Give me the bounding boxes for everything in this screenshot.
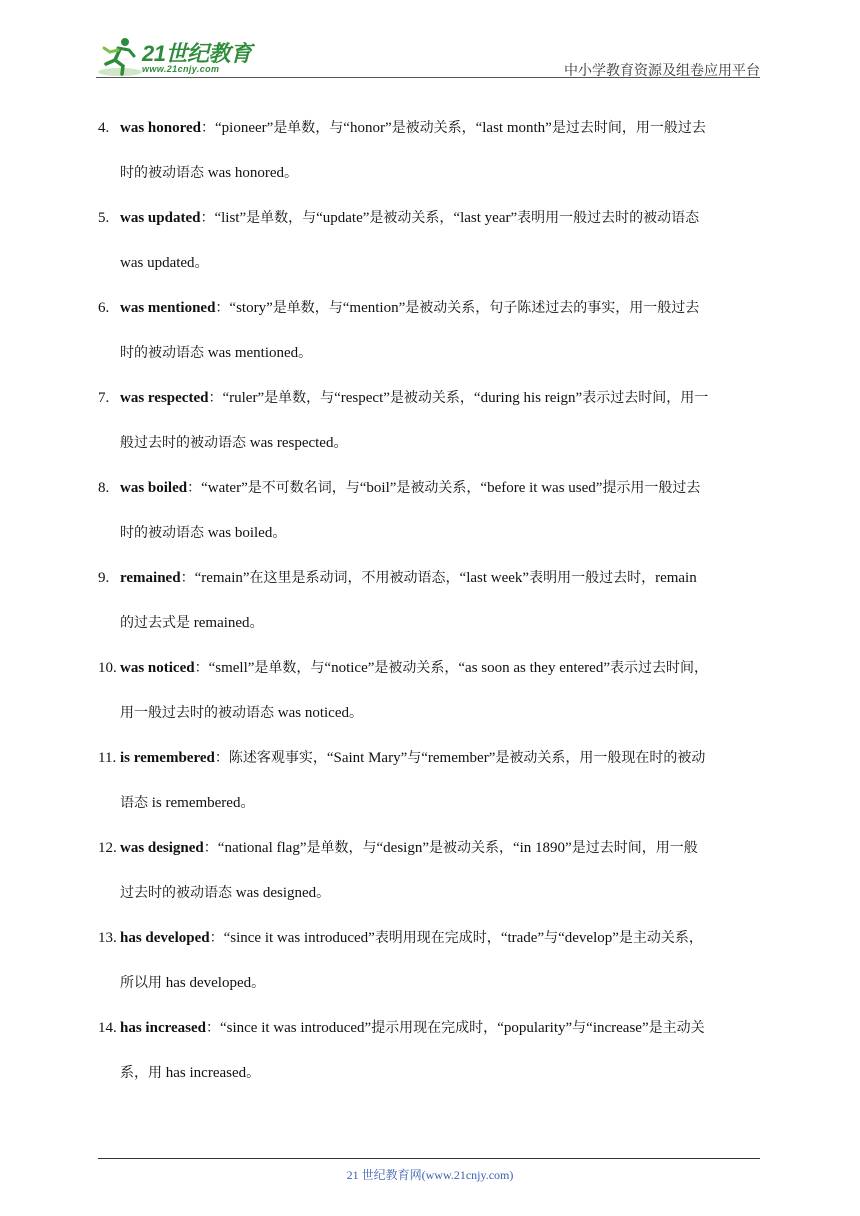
explanation-line bbox=[120, 1051, 766, 1096]
explanation-line bbox=[120, 646, 766, 691]
header-divider bbox=[96, 77, 760, 78]
explanation-line bbox=[120, 421, 766, 466]
answer-item bbox=[98, 916, 766, 1006]
explanation-text: 系，用 has increased。 bbox=[120, 1065, 261, 1081]
explanation-text: 时的被动语态 was mentioned。 bbox=[120, 345, 313, 361]
answer-term: was respected bbox=[120, 390, 209, 406]
footer-text[interactable]: 21 世纪教育网(www.21cnjy.com) bbox=[346, 1168, 514, 1182]
answer-item bbox=[98, 106, 766, 196]
explanation-text: ：“since it was introduced”提示用现在完成时，“popularity”与“increase”是主动关 bbox=[205, 1020, 705, 1036]
answer-list bbox=[98, 106, 766, 1096]
explanation-text: 般过去时的被动语态 was respected。 bbox=[120, 435, 348, 451]
explanation-text: ：“since it was introduced”表明用现在完成时，“trade”与“develop”是主动关系， bbox=[209, 930, 703, 946]
explanation-line bbox=[120, 241, 766, 286]
explanation-text: ：陈述客观事实，“Saint Mary”与“remember”是被动关系，用一般现在时的被动 bbox=[214, 750, 706, 766]
explanation-text: 时的被动语态 was honored。 bbox=[120, 165, 298, 181]
answer-item bbox=[98, 286, 766, 376]
answer-term: was honored bbox=[120, 120, 201, 136]
explanation-text: ：“smell”是单数，与“notice”是被动关系，“as soon as they entered”表示过去时间， bbox=[194, 660, 708, 676]
logo bbox=[96, 36, 256, 78]
explanation-text: ：“ruler”是单数，与“respect”是被动关系，“during his reign”表示过去时间，用一 bbox=[208, 390, 709, 406]
explanation-line bbox=[120, 106, 766, 151]
item-number: 7. bbox=[98, 390, 110, 406]
item-number: 4. bbox=[98, 120, 110, 136]
answer-item bbox=[98, 736, 766, 826]
answer-item bbox=[98, 826, 766, 916]
explanation-text: ：“water”是不可数名词，与“boil”是被动关系，“before it was used”提示用一般过去 bbox=[187, 480, 701, 496]
explanation-line bbox=[120, 601, 766, 646]
explanation-text: 时的被动语态 was boiled。 bbox=[120, 525, 287, 541]
explanation-text: ：“national flag”是单数，与“design”是被动关系，“in 1890”是过去时间，用一般 bbox=[203, 840, 698, 856]
explanation-line bbox=[120, 871, 766, 916]
explanation-line bbox=[120, 916, 766, 961]
explanation-text: 语态 is remembered。 bbox=[120, 795, 255, 811]
item-number: 8. bbox=[98, 480, 110, 496]
explanation-line bbox=[120, 511, 766, 556]
answer-item bbox=[98, 646, 766, 736]
logo-subtext: www.21cnjy.com bbox=[142, 64, 220, 74]
answer-term: remained bbox=[120, 570, 181, 586]
explanation-line bbox=[120, 736, 766, 781]
item-number: 9. bbox=[98, 570, 110, 586]
explanation-line bbox=[120, 376, 766, 421]
answer-term: was mentioned bbox=[120, 300, 216, 316]
answer-term: has increased bbox=[120, 1020, 206, 1036]
answer-item bbox=[98, 196, 766, 286]
explanation-line bbox=[120, 466, 766, 511]
explanation-text: 的过去式是 remained。 bbox=[120, 615, 264, 631]
item-number: 11. bbox=[98, 750, 117, 766]
item-number: 6. bbox=[98, 300, 110, 316]
explanation-text: ：“pioneer”是单数，与“honor”是被动关系，“last month”是过去时间，用一般过去 bbox=[201, 120, 706, 136]
item-number: 5. bbox=[98, 210, 110, 226]
explanation-text: 所以用 has developed。 bbox=[120, 975, 266, 991]
runner-icon bbox=[96, 36, 142, 78]
item-number: 14. bbox=[98, 1020, 117, 1036]
page-header bbox=[96, 30, 760, 80]
item-number: 13. bbox=[98, 930, 117, 946]
explanation-text: 用一般过去时的被动语态 was noticed。 bbox=[120, 705, 363, 721]
item-number: 10. bbox=[98, 660, 117, 676]
explanation-text: ：“list”是单数，与“update”是被动关系，“last year”表明用一般过去时的被动语态 bbox=[200, 210, 700, 226]
answer-item bbox=[98, 466, 766, 556]
header-platform-text: 中小学教育资源及组卷应用平台 bbox=[564, 63, 760, 79]
explanation-line bbox=[120, 1006, 766, 1051]
answer-term: is remembered bbox=[120, 750, 215, 766]
logo-text: 21世纪教育 bbox=[142, 41, 252, 66]
explanation-line bbox=[120, 781, 766, 826]
item-number: 12. bbox=[98, 840, 117, 856]
explanation-line bbox=[120, 961, 766, 1006]
explanation-line bbox=[120, 286, 766, 331]
answer-item bbox=[98, 556, 766, 646]
explanation-text: was updated。 bbox=[120, 255, 209, 271]
answer-item bbox=[98, 1006, 766, 1096]
explanation-line bbox=[120, 151, 766, 196]
explanation-line bbox=[120, 331, 766, 376]
explanation-text: ：“remain”在这里是系动词，不用被动语态，“last week”表明用一般过去时，remain bbox=[180, 570, 697, 586]
answer-term: was boiled bbox=[120, 480, 188, 496]
explanation-text: 过去时的被动语态 was designed。 bbox=[120, 885, 331, 901]
explanation-line bbox=[120, 826, 766, 871]
explanation-line bbox=[120, 691, 766, 736]
explanation-line bbox=[120, 196, 766, 241]
answer-term: was noticed bbox=[120, 660, 195, 676]
answer-term: was updated bbox=[120, 210, 201, 226]
footer-divider bbox=[98, 1158, 760, 1159]
answer-term: has developed bbox=[120, 930, 210, 946]
explanation-line bbox=[120, 556, 766, 601]
answer-item bbox=[98, 376, 766, 466]
answer-term: was designed bbox=[120, 840, 204, 856]
explanation-text: ：“story”是单数，与“mention”是被动关系，句子陈述过去的事实，用一般过去 bbox=[215, 300, 700, 316]
